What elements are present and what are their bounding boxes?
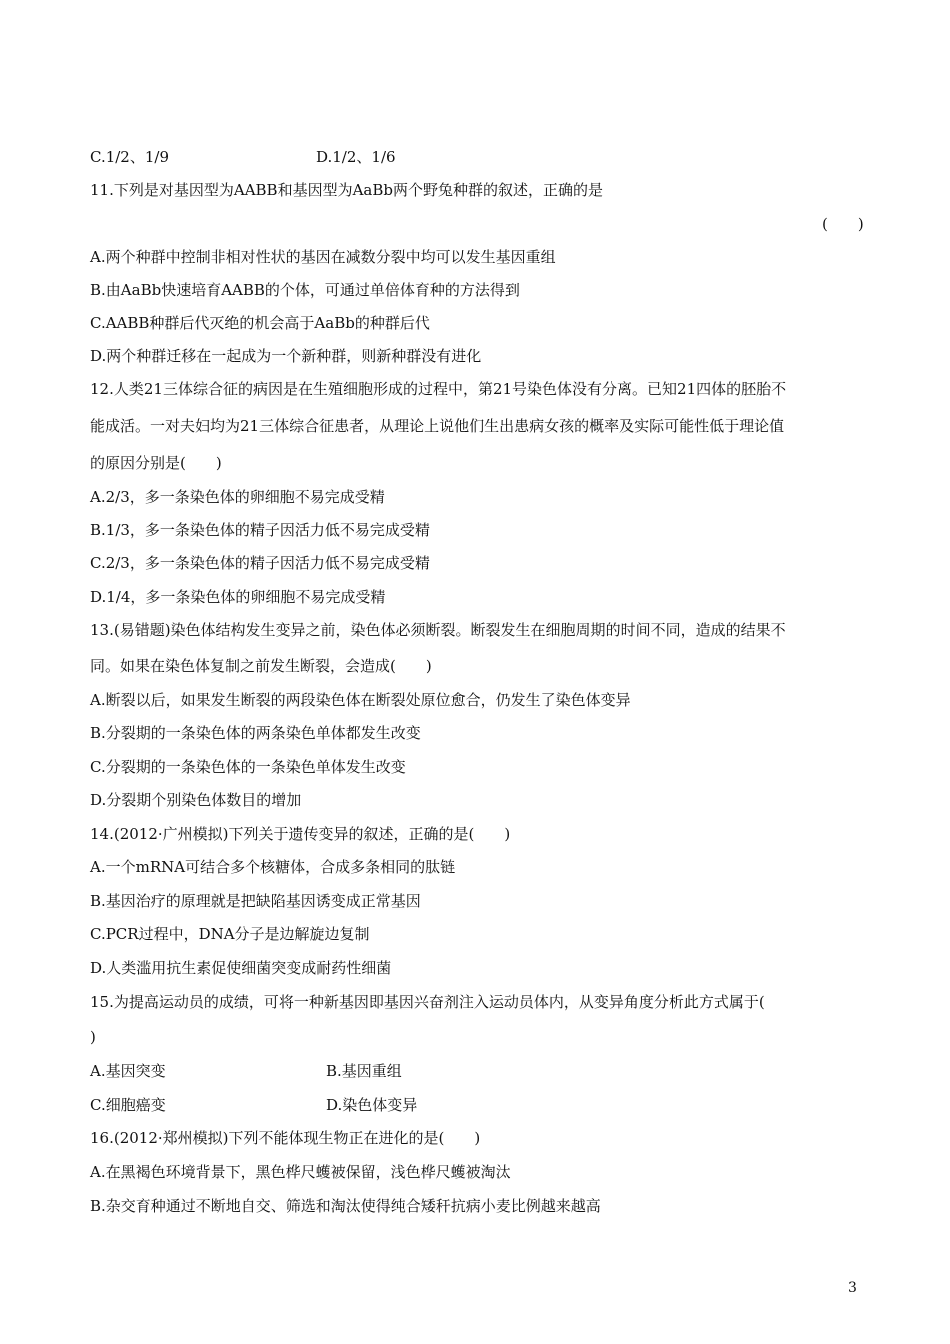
q14-option-b: B.基因治疗的原理就是把缺陷基因诱变成正常基因 [90,892,421,910]
q12-option-b: B.1/3，多一条染色体的精子因活力低不易完成受精 [90,521,430,539]
question-11: 11.下列是对基因型为AABB和基因型为AaBb两个野兔种群的叙述，正确的是 [90,181,603,199]
q13-option-d: D.分裂期个别染色体数目的增加 [90,791,302,809]
q14-option-c: C.PCR过程中，DNA分子是边解旋边复制 [90,925,370,943]
q11-option-c: C.AABB种群后代灭绝的机会高于AaBb的种群后代 [90,314,430,332]
page-number: 3 [848,1280,857,1296]
question-12-line-2: 能成活。一对夫妇均为21三体综合征患者，从理论上说他们生出患病女孩的概率及实际可能性低于理论值 [90,417,785,435]
q11-option-b: B.由AaBb快速培育AABB的个体，可通过单倍体育种的方法得到 [90,281,520,299]
q15-option-a: A.基因突变 [90,1062,166,1080]
q13-option-a: A.断裂以后，如果发生断裂的两段染色体在断裂处原位愈合，仍发生了染色体变异 [90,691,631,709]
question-13-line-1: 13.(易错题)染色体结构发生变异之前，染色体必须断裂。断裂发生在细胞周期的时间不同，造成的结果不 [90,621,786,639]
q15-option-c: C.细胞癌变 [90,1096,166,1114]
q16-option-a: A.在黑褐色环境背景下，黑色桦尺蠖被保留，浅色桦尺蠖被淘汰 [90,1163,511,1181]
q10-option-c: C.1/2、1/9 [90,148,169,166]
q11-option-d: D.两个种群迁移在一起成为一个新种群，则新种群没有进化 [90,347,482,365]
question-12-line-1: 12.人类21三体综合征的病因是在生殖细胞形成的过程中，第21号染色体没有分离。已知21四体的胚胎不 [90,380,787,398]
answer-blank: ( ) [822,215,864,233]
question-14: 14.(2012·广州模拟)下列关于遗传变异的叙述，正确的是( ) [90,825,511,843]
question-15: 15.为提高运动员的成绩，可将一种新基因即基因兴奋剂注入运动员体内，从变异角度分析此方式属于( [90,993,765,1011]
q13-option-c: C.分裂期的一条染色体的一条染色单体发生改变 [90,758,406,776]
answer-blank: ) [90,1028,96,1046]
question-12-line-3: 的原因分别是( ) [90,454,222,472]
question-13-line-2: 同。如果在染色体复制之前发生断裂，会造成( ) [90,657,432,675]
q14-option-d: D.人类滥用抗生素促使细菌突变成耐药性细菌 [90,959,392,977]
q14-option-a: A.一个mRNA可结合多个核糖体，合成多条相同的肽链 [90,858,456,876]
q10-option-d: D.1/2、1/6 [316,148,396,166]
question-16: 16.(2012·郑州模拟)下列不能体现生物正在进化的是( ) [90,1129,481,1147]
q11-option-a: A.两个种群中控制非相对性状的基因在减数分裂中均可以发生基因重组 [90,248,556,266]
q15-option-d: D.染色体变异 [326,1096,418,1114]
q12-option-d: D.1/4，多一条染色体的卵细胞不易完成受精 [90,588,386,606]
q13-option-b: B.分裂期的一条染色体的两条染色单体都发生改变 [90,724,421,742]
q15-option-b: B.基因重组 [326,1062,402,1080]
q16-option-b: B.杂交育种通过不断地自交、筛选和淘汰使得纯合矮秆抗病小麦比例越来越高 [90,1197,601,1215]
q12-option-c: C.2/3，多一条染色体的精子因活力低不易完成受精 [90,554,430,572]
q12-option-a: A.2/3，多一条染色体的卵细胞不易完成受精 [90,488,385,506]
